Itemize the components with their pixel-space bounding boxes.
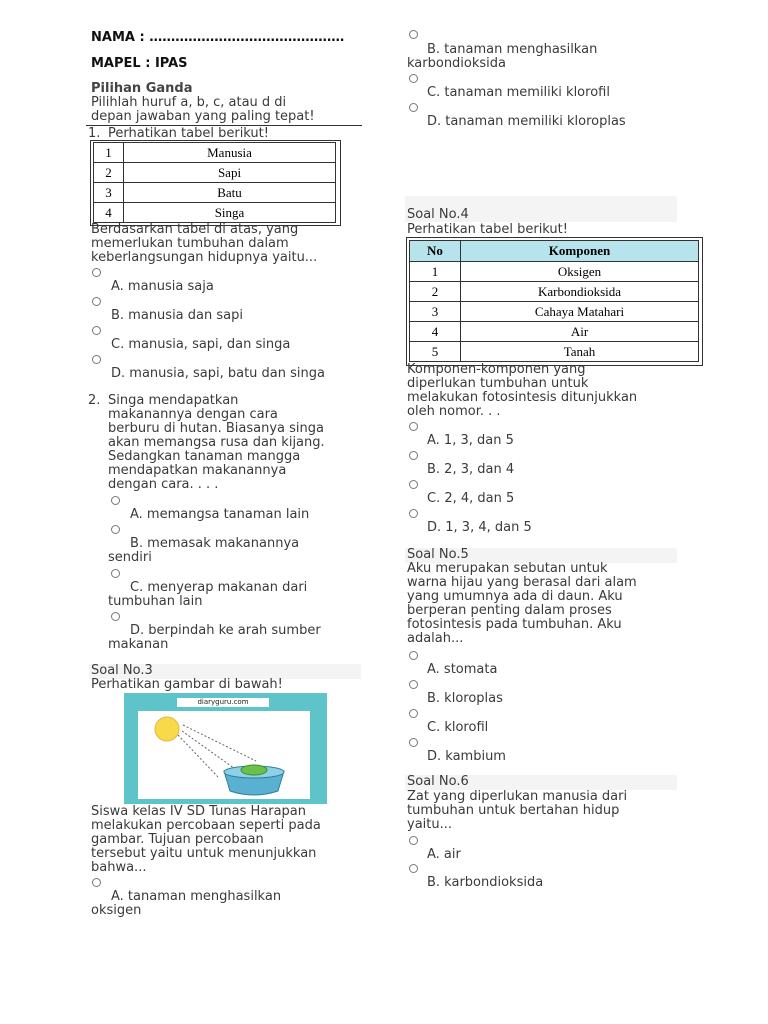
table-row [410,302,699,322]
option-label: B. manusia dan sapi [111,308,243,323]
question-text: tersebut yaitu untuk menunjukkan [91,846,317,861]
question-label: Soal No.6 [407,774,469,789]
table-cell: 4 [94,203,124,223]
radio-option-c[interactable] [92,326,101,335]
leaf-icon [241,765,267,775]
radio-option-b[interactable] [409,451,418,460]
option-label: D. kambium [427,749,506,764]
question-label: Soal No.4 [407,207,469,222]
table-cell: Manusia [124,143,336,163]
table-cell: Batu [124,183,336,203]
name-field-label: NAMA : ……………………………………… [91,30,345,45]
option-label: C. 2, 4, dan 5 [427,491,515,506]
radio-option-d[interactable] [409,738,418,747]
experiment-illustration [138,711,310,799]
radio-option-c[interactable] [409,480,418,489]
option-label: C. manusia, sapi, dan singa [111,337,291,352]
question-text: adalah... [407,631,464,646]
option-label: C. menyerap makanan dari [130,580,308,595]
table-cell: 2 [94,163,124,183]
option-label: A. tanaman menghasilkan [111,889,282,904]
question-prompt: Perhatikan gambar di bawah! [91,677,283,692]
radio-option-b[interactable] [409,864,418,873]
question-text: Aku merupakan sebutan untuk [407,561,608,576]
table-row [94,183,336,203]
option-label: A. memangsa tanaman lain [130,507,310,522]
radio-option-a[interactable] [92,268,101,277]
table-cell: Singa [124,203,336,223]
option-label: D. manusia, sapi, batu dan singa [111,366,325,381]
radio-option-b[interactable] [409,680,418,689]
question-text: melakukan fotosintesis ditunjukkan [407,390,638,405]
table-cell: 5 [410,342,461,362]
question-text: yang umumnya ada di daun. Aku [407,589,623,604]
option-label: C. tanaman memiliki klorofil [427,85,610,100]
option-label: B. 2, 3, dan 4 [427,462,515,477]
experiment-image [124,693,327,804]
question-text: tumbuhan untuk bertahan hidup [407,803,620,818]
radio-option-b[interactable] [111,525,120,534]
question-label: Soal No.5 [407,547,469,562]
table-cell: Tanah [461,342,699,362]
question-text: yaitu... [407,817,453,832]
q1-table [93,142,336,223]
image-caption: diaryguru.com [177,698,269,707]
table-cell: Karbondioksida [461,282,699,302]
radio-option-c[interactable] [111,569,120,578]
radio-option-c[interactable] [409,74,418,83]
image-panel [138,711,310,799]
table-row [94,143,336,163]
question-text: Berdasarkan tabel di atas, yang [91,222,299,237]
question-text: dengan cara. . . . [108,477,219,492]
option-label: B. kloroplas [427,691,503,706]
question-text: Komponen-komponen yang [407,362,586,377]
option-label: tumbuhan lain [108,594,203,609]
question-text: diperlukan tumbuhan untuk [407,376,589,391]
radio-option-b[interactable] [92,297,101,306]
table-cell: Sapi [124,163,336,183]
option-label: A. 1, 3, dan 5 [427,433,514,448]
table-row [410,342,699,362]
table-cell: 4 [410,322,461,342]
question-label: Soal No.3 [91,663,153,678]
option-label: oksigen [91,903,142,918]
option-label: A. air [427,847,461,862]
table-row [94,203,336,223]
question-text: bahwa... [91,860,147,875]
option-label: D. tanaman memiliki kloroplas [427,114,626,129]
option-label: A. manusia saja [111,279,214,294]
radio-option-b[interactable] [409,30,418,39]
table-row [410,282,699,302]
radio-option-a[interactable] [409,422,418,431]
question-text: gambar. Tujuan percobaan [91,832,264,847]
question-text: melakukan percobaan seperti pada [91,818,321,833]
column-header-komponen: Komponen [461,241,699,262]
radio-option-d[interactable] [409,509,418,518]
table-cell: 1 [410,262,461,282]
question-text: makanannya dengan cara [108,407,278,422]
question-number: 2. [88,393,101,408]
question-text: Siswa kelas IV SD Tunas Harapan [91,804,306,819]
question-text: berperan penting dalam proses [407,603,612,618]
radio-option-a[interactable] [92,878,101,887]
radio-option-a[interactable] [111,496,120,505]
table-cell: Oksigen [461,262,699,282]
question-text: warna hijau yang berasal dari alam [407,575,637,590]
question-text: oleh nomor. . . [407,404,501,419]
option-label: A. stomata [427,662,498,677]
radio-option-c[interactable] [409,709,418,718]
instruction-line: depan jawaban yang paling tepat! [91,109,315,124]
table-cell: 2 [410,282,461,302]
option-label: sendiri [108,550,152,565]
section-title: Pilihan Ganda [91,81,193,96]
option-label: B. tanaman menghasilkan [427,42,598,57]
radio-option-a[interactable] [409,651,418,660]
instruction-line: Pilihlah huruf a, b, c, atau d di [91,95,287,110]
table-cell: Cahaya Matahari [461,302,699,322]
table-row [410,322,699,342]
table-cell: 3 [94,183,124,203]
radio-option-a[interactable] [409,836,418,845]
table-cell: Air [461,322,699,342]
table-row [94,163,336,183]
option-label: C. klorofil [427,720,489,735]
question-text: mendapatkan makanannya [108,463,287,478]
question-number: 1. [88,126,101,141]
option-label: D. berpindah ke arah sumber [130,623,321,638]
question-prompt: Perhatikan tabel berikut! [108,126,269,141]
question-text: memerlukan tumbuhan dalam [91,236,289,251]
radio-option-d[interactable] [92,355,101,364]
radio-option-d[interactable] [111,612,120,621]
question-prompt: Perhatikan tabel berikut! [407,222,568,237]
column-header-no: No [410,241,461,262]
question-text: fotosintesis pada tumbuhan. Aku [407,617,622,632]
sun-icon [155,717,179,741]
question-text: Zat yang diperlukan manusia dari [407,789,628,804]
question-text: Singa mendapatkan [108,393,239,408]
table-row [410,262,699,282]
option-label: karbondioksida [407,56,507,71]
question-text: berburu di hutan. Biasanya singa [108,421,324,436]
question-text: keberlangsungan hidupnya yaitu... [91,250,318,265]
q4-table [409,240,699,362]
table-cell: 3 [410,302,461,322]
option-label: makanan [108,637,169,652]
table-header-row [410,241,699,262]
option-label: D. 1, 3, 4, dan 5 [427,520,532,535]
table-cell: 1 [94,143,124,163]
radio-option-d[interactable] [409,103,418,112]
question-text: Sedangkan tanaman mangga [108,449,301,464]
option-label: B. memasak makanannya [130,536,300,551]
question-text: akan memangsa rusa dan kijang. [108,435,325,450]
subject-label: MAPEL : IPAS [91,56,188,71]
option-label: B. karbondioksida [427,875,544,890]
